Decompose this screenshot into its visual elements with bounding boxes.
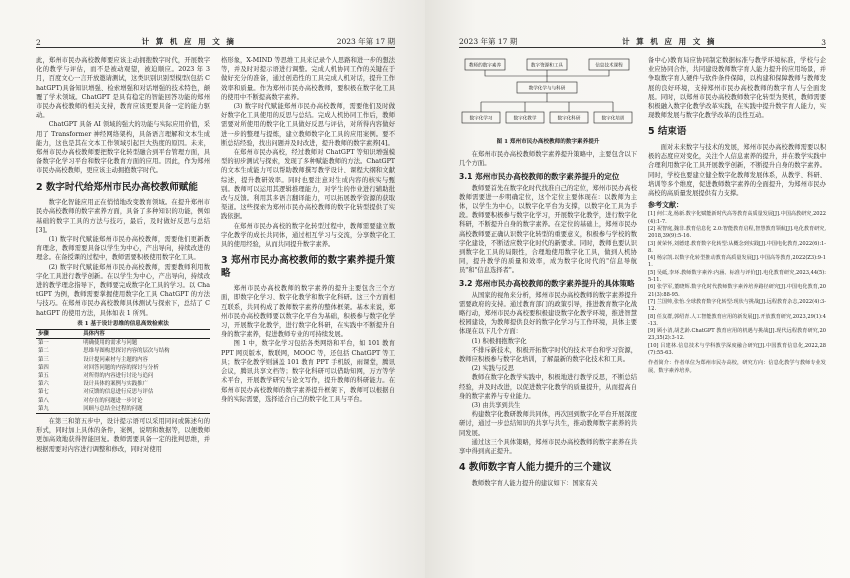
left-columns	[36, 56, 395, 562]
table-cell: 第二	[38, 348, 49, 355]
table-cell: 第六	[38, 381, 49, 388]
paragraph: 从国家的视角来分析，郑州市民办高校教师的数字素养提升需要政府的支持。通过教育部门的政策引导，推进教育数字化战略行动，郑州市民办高校要积极建设数字化教学环境，推进智慧校园建设，为教师提供良好的数字化学习与工作环境，具体主要体现在以下几个方面：	[459, 291, 637, 336]
paragraph: (3) 数字时代赋能郑州市民办高校教师，需要他们及时做好数字化工具使用的反思与总结。完成人机协同工作后，教师需要对所使用的数字化工具做好反思与评估，对所得内容做好进一步的整理与提炼，建立教师数字化工具的应用案例。要不断总结经验，找出问题并及时改进，提升教师的数字素养[4]。	[221, 103, 395, 147]
table-row	[36, 397, 210, 405]
paragraph: 此，郑州市民办高校教师要应该主动拥抱数字时代，开展数字化的教学与评估，而不是被动观望，被迫顺应。2023 年 3 月，百度文心一言开放邀请测试，这类识别识别型模型(包括 ChatGPT)具备知识增强、检索增强和对话增强的技术特色，颠覆了学术领域。ChatGPT 是具有稳定的智能回答功能的郑州市民办高校教师的相关支持，教育应该更要具备一定的能力驱动。	[36, 57, 210, 120]
paragraph: (1) 数字时代赋能郑州市民办高校教师，需要他们更新教育理念，教师需要具备以学生为中心，产出导向，持续改进的理念。在备授课的过程中，教师需要积极使用数字化工具。	[36, 235, 210, 262]
page-number: 3	[821, 38, 826, 47]
table-cell: 第七	[38, 389, 49, 396]
journal-title: 计 算 机 应 用 文 摘	[622, 37, 717, 46]
paragraph: 备中心)教育局应协同制定数据标准与教学环境标准，学校与企业应协同合作，共同建设教师数字育人能力提升的应用场景，并争取数字育人硬件与软件条件保障，以构建和保障教师与教师发展的良好环境，支持郑州市民办高校教师的数字育人与全面发展。同时，以郑州市民办高校教师数字化转型为契机，教师需要积极融入数字化教学改革实践，在实践中提升数字育人能力，实现教师发展与数字化教学改革的良性互动。	[648, 57, 826, 120]
section-4-heading: 4 教师数字育人能力提升的三个建议	[459, 462, 612, 474]
diagram-label: 数字资源和工具	[530, 63, 564, 69]
table-row	[36, 364, 210, 372]
diagram-label: 数字化培训	[601, 116, 625, 122]
author-bio: 作者简介：作者单位为郑州市民办高校，研究方向：信息化教学与教师专业发展，数字素养培养。	[648, 360, 826, 374]
diagram-label: 教师的数字素养	[468, 63, 502, 69]
running-header-right	[459, 36, 826, 48]
paragraph: 在郑州市民办高校教师数字素养提升策略中，主要包含以下几个方面。	[459, 151, 637, 168]
table-row	[36, 339, 210, 348]
right-page	[425, 0, 850, 578]
table-cell: 第一	[38, 340, 49, 347]
paragraph: 格形象，X-MIND 等思维工具来记录个人思路和进一步的想法等，并及时对提示语进行调整。完成人机协同工作的关键在于做好充分的准备，通过创造性的工具完成人机对话，提升工作效率和质量。作为郑州市民办高校教师，要积极在数字化工具的使用中不断提高数字素养。	[221, 57, 395, 101]
section-2-heading: 2 数字时代给郑州市民办高校教师赋能	[36, 181, 198, 193]
reference-item: [6] 张学军,董晓辉.数字化时代教师数字素养培养路径研究[J].中国电化教育,2021(3):88-95.	[648, 284, 826, 298]
table-cell: 明确使用的需求与问题	[83, 340, 138, 347]
left-column-1	[36, 56, 210, 562]
reference-item: [4] 杨宗凯.以数字化转型推动教育高质量发展[J].中国高等教育,2022(Z3):9-11.	[648, 255, 826, 269]
figure-1-diagram	[459, 56, 635, 136]
reference-item: [3] 黄荣怀,刘德建.教育数字化转型:从概念到实践[J].中国电化教育,2022(6):1-8.	[648, 240, 826, 254]
left-column-2	[221, 56, 395, 562]
right-column-1	[459, 56, 637, 562]
diagram-label: 数字化科研	[557, 116, 581, 122]
table-cell: 第三	[38, 356, 49, 363]
diagram-label: 数字化学习	[469, 116, 493, 122]
paragraph: (1) 积极拥抱数字化	[471, 337, 527, 345]
subsection-3-1-heading: 3.1 郑州市民办高校教师的数字素养提升的定位	[459, 171, 620, 181]
figure-1-caption: 图 1 郑州市民办高校教师的数字素养提升	[496, 139, 600, 145]
table-cell: 对存在的问题进一步讨论	[83, 397, 143, 404]
issue-label: 2023 年第 17 期	[336, 37, 395, 46]
diagram-connector	[481, 93, 613, 112]
paragraph: 在郑州市民办高校，经过教师对 ChatGPT 等知识增强模型的初步测试与探索，发现了多种赋能教师的方法。ChatGPT 的文本生成能力可以帮助教师撰写教学设计、课程大纲和文献综述，提升教研效率。同时也要注意对生成内容的核实与甄别。教师可以运用其逻辑推理能力，对学生的作业进行辅助批改与反馈。利用其多语言翻译能力，可以拓展教学资源的获取渠道。这些探索为郑州市民办高校教师的数字化转型提供了实践依据。	[221, 149, 395, 221]
table-cell: 第四	[38, 364, 49, 371]
references-heading: 参考文献：	[648, 201, 683, 210]
paragraph: 面对未来数字与技术的发展，郑州市民办高校教师需要以积极的态度应对变化，关注个人信息素养的提升，并在教学实践中合理利用数字化工具开展教学创新，不断提升自身的数字素养。同时，学校也要建立健全数字化教师发展体系，从教学、科研、培训等多个维度，促进教师数字素养的全面提升，为郑州市民办高校的高质量发展提供有力支撑。	[648, 143, 826, 197]
table-1-caption: 表 1 基于设计思维的信息高效检索法	[77, 320, 169, 327]
table-cell: 思维导图构思探讨内容的层次与结构	[83, 348, 170, 355]
paragraph: 在第三和第五步中，设计提示语可以采用同问或陈述句的形式，同时加上具体的条件，案例，说明和数据等，以便教师更加高效地获得智能回复。教师需要具备一定的批判思维，并根据需要对内容进行调整和修改，同时对使用	[36, 418, 210, 453]
table-header: 步骤	[36, 329, 81, 338]
paragraph: (2) 实践与反思	[471, 365, 514, 373]
table-cell: 第九	[36, 405, 81, 414]
diagram-label: 信息技术课程	[595, 63, 623, 69]
right-column-2	[648, 56, 826, 562]
journal-title: 计 算 机 应 用 文 摘	[141, 37, 236, 46]
paragraph: 通过这三个具体策略，郑州市民办高校教师的数字素养在共享中得到真正提升。	[459, 438, 637, 456]
reference-item: [5] 吴砥,李环.教师数字素养:内涵、标准与评价[J].电化教育研究,2023,44(5):5-11.	[648, 269, 826, 284]
diagram-connector	[485, 70, 609, 82]
diagram-label: 数字化教学	[513, 116, 537, 122]
paragraph: 教师要首先在数字化时代找准自己的定位，郑州市民办高校教师需要进一步明确定位，这个定位主要体现在：以教师为主体，以学生为中心，以数字化平台为支撑，以数字化工具为手段。教师要积极参与数字化学习，开展数字化教学，进行数字化科研，不断提升自身的数字素养。在定位的基础上，郑州市民办高校教师要正确认识数字化转型的重要意义，积极参与学校的数字化建设，不断适应数字化时代的新要求。同时，教师也要认识到数字化工具的局限性，合理地使用数字化工具，做到人机协同，提升教学的质量和效率，成为数字化时代的"信息导航员"和"信息选择者"。	[459, 184, 637, 275]
paragraph: ChatGPT 具备 AI 领域的强大的功能与实际应用价值，采用了 Transformer 神经网络架构，具备语言理解和文本生成能力，这也是其在文本工作领域引起巨大热度的原因。未来，郑州市民办高校教师要把数字化转型融合到平台管理方面，具备数字化学习平台和数字化教育方面的应用。因此，作为郑州市民办高校教师，更应该主动拥抱数字时代。	[36, 121, 210, 175]
table-row	[36, 347, 210, 355]
reference-item: [10] 吕建林.信息技术与学科教学深度融合研究[J].中国教育信息化,2022,28(7):55-63.	[648, 342, 826, 356]
section-3-heading: 3 郑州市民办高校教师的数字素养提升策略	[221, 255, 395, 279]
paragraph: 构建数字化教研教师共同体，再次回到数字化平台开展深度研讨，通过一步总结知识的共享与共生，推动教师数字素养的共同发展。	[459, 411, 637, 437]
table-cell: 回顾与总结全过程的问题	[81, 405, 210, 414]
right-columns	[459, 56, 826, 562]
table-row	[36, 388, 210, 396]
paragraph: 教师在数字化教学实践中，积极地进行教学反思，不断总结经验，并及时改进，以促进数字化教学的质量提升，从而提高自身的数字素养与专业能力。	[459, 374, 637, 400]
paragraph: 不排斥新技术，积极开拓数字时代的技术平台和学习资源，教师应积极参与数字化培训，了解最新的数字化技术和工具。	[459, 346, 637, 364]
table-header: 具体内容	[81, 329, 210, 338]
subsection-3-2-heading: 3.2 郑州市民办高校教师的数字素养提升的具体策略	[459, 278, 635, 288]
reference-item: [8] 任友群,郭绍青.人工智能教育应用的新发展[J].开放教育研究,2023,29(1):4-13.	[648, 313, 826, 327]
section-5-heading: 5 结束语	[648, 126, 687, 138]
reference-item: [9] 顾小清,胡艺龄.ChatGPT 教育应用的机遇与挑战[J].现代远程教育研究,2023,35(2):3-12.	[648, 328, 826, 342]
table-1	[36, 320, 210, 414]
figure-1	[459, 56, 637, 147]
paragraph: 数字化智能应用正在悄悄地改变教育领域。在提升郑州市民办高校教师的数字素养方面，具备了多种知识的功能，例如基础的数字工具的方法与技巧，最后，及时做好反思与总结[3]。	[36, 199, 210, 234]
table-cell: 设计提问素材与主题的内容	[83, 356, 148, 363]
table-row	[36, 356, 210, 364]
references-list	[648, 211, 826, 357]
table-row	[36, 405, 210, 414]
table-cell: 对所得的内容进行讨论与追问	[83, 373, 154, 379]
paragraph: 教师数字育人能力提升的建议如下：国家有关	[471, 479, 598, 487]
table-row	[36, 372, 210, 380]
table-cell: 设计具体的案例与实践推广	[83, 381, 148, 388]
paragraph: (3) 由共享到共生	[471, 402, 521, 410]
paragraph: 在郑州市民办高校的数字化转型过程中，教师需要建立数字化教学的成长共同体，通过相互学习与交流，分享数字化工具的使用经验，从而共同提升数字素养。	[221, 222, 395, 249]
paragraph: 郑州市民办高校教师的数字素养的提升主要包含三个方面，即数字化学习、数字化教学和数字化科研。这三个方面相互联系，共同构成了教师数字素养的整体框架。基本来说，郑州市民办高校教师要以数字化平台为基础，积极参与数字化学习，开展数字化教学，进行数字化科研，在实践中不断提升自身的数字素养，促进教师专业的可持续发展。	[221, 285, 395, 339]
table-cell: 对回答问题的内容的探讨与分析	[83, 364, 159, 371]
reference-item: [1] 何仁龙,杨新.数字化赋能新时代高等教育高质量发展[J].中国高教研究,2022(4):1-7.	[648, 211, 826, 225]
table-cell: 第五	[38, 373, 49, 379]
reference-item: [2] 祝智庭,魏非.教育信息化 2.0:智能教育启程,智慧教育领航[J].电化教育研究,2018,39(9):5-16.	[648, 225, 826, 240]
reference-item: [7] 兰国帅,张怡.全球教育数字化转型:现状与挑战[J].远程教育杂志,2022(4):3-12.	[648, 298, 826, 313]
diagram-label: 教学化学与与科研	[528, 86, 566, 92]
table-row	[36, 380, 210, 388]
running-header-left	[36, 36, 395, 48]
paragraph: (2) 数字时代赋能郑州市民办高校教师，需要教师利用数字化工具进行教学创新。在以学生为中心，产出导向，持续改进的教学理念指导下，教师要完成数字化工具的学习。以 ChatGPT 为例，教师需要掌握使用数字化工具 ChatGPT 的方法与技巧。在郑州市民办高校教师具体测试与探索下，总结了 ChatGPT 的使用方法，具体如表 1 所列。	[36, 263, 210, 317]
page-number: 2	[36, 38, 41, 47]
issue-label: 2023 年第 17 期	[459, 37, 518, 46]
table-cell: 对反馈的信息进行反思与评估	[83, 389, 154, 396]
table-cell: 第八	[38, 397, 49, 404]
paragraph: 图 1 中，数字化学习包括各类网络和平台，如 101 教育 PPT 网页版本，数联网，MOOC 等，还包括 ChatGPT 等工具；数字化教学则涵盖 101 教育 PPT 手机版，雨课堂，腾讯会议，腾讯共享文档等；数字化科研可以借助知网，万方等学术平台，开展教学研究与论文写作，提升教师的科研能力。在郑州市民办高校教师的数字素养提升框架下，教师可以根据自身的实际需要，选择适合自己的数字化工具与平台。	[221, 340, 395, 403]
